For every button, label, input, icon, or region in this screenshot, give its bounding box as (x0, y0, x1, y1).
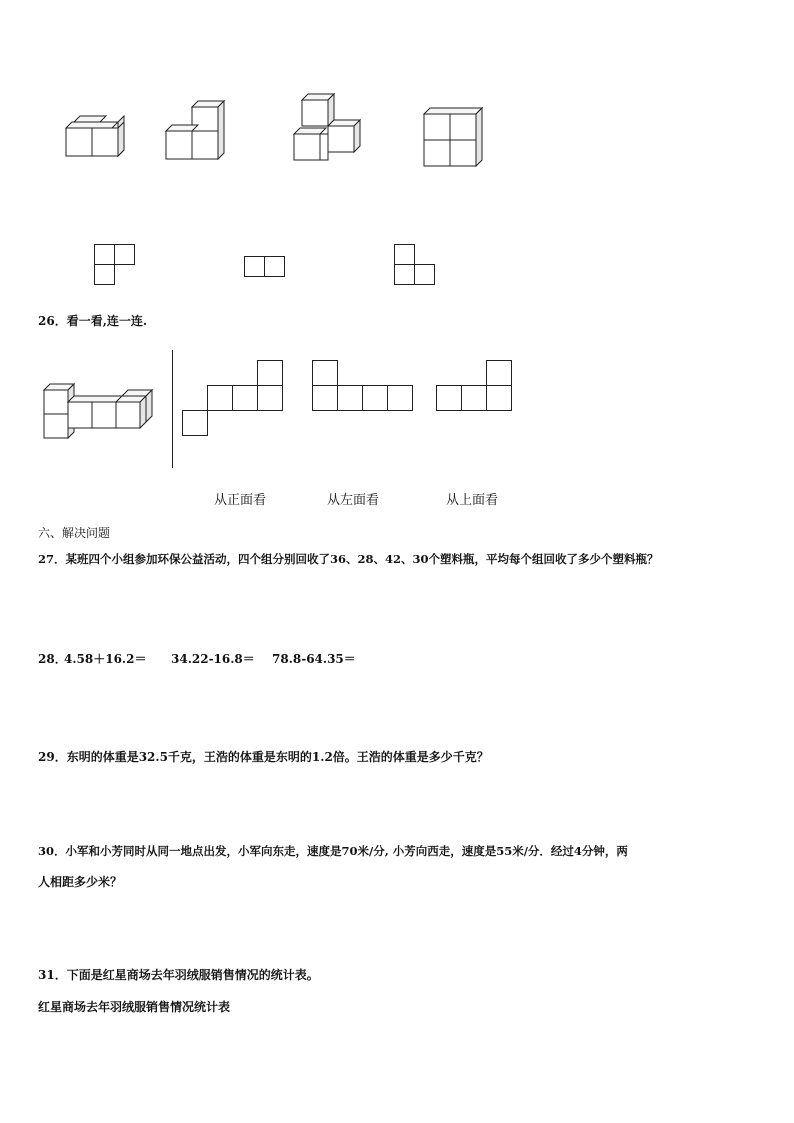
cube-figure-4 (418, 102, 488, 172)
question-28-expr-2: 34.22-16.8＝ (171, 652, 255, 666)
cube-figure-2 (160, 95, 230, 165)
q26-view-option-2 (312, 360, 414, 413)
question-29: 29．东明的体重是32.5千克，王浩的体重是东明的1.2倍。王浩的体重是多少千克？ (38, 750, 489, 764)
q26-view-option-1 (182, 360, 284, 438)
view-label-top: 从上面看 (446, 493, 499, 508)
question-28-expr-1: 4.58＋16.2＝ (64, 652, 147, 666)
view-shape-3 (394, 244, 436, 288)
view-label-front: 从正面看 (214, 493, 267, 508)
question-31: 31．下面是红星商场去年羽绒服销售情况的统计表。 (38, 968, 319, 982)
section-6-title: 六、解决问题 (38, 526, 111, 540)
question-31-table-title: 红星商场去年羽绒服销售情况统计表 (38, 1000, 231, 1014)
view-shape-2 (244, 256, 286, 278)
cube-figure-3 (288, 92, 368, 167)
question-30-line-2: 人相距多少米？ (38, 875, 123, 889)
question-28-label: 28． (38, 652, 67, 666)
view-label-left: 从左面看 (327, 493, 380, 508)
view-shape-1 (94, 244, 136, 288)
question-27: 27．某班四个小组参加环保公益活动，四个组分别回收了36、28、42、30个塑料瓶，平均每个组回收了多少个塑料瓶？ (38, 552, 659, 566)
question-26-label: 26．看一看,连一连. (38, 314, 148, 328)
question-28-expr-3: 78.8-64.35＝ (272, 652, 356, 666)
q26-view-option-3 (436, 360, 514, 413)
cube-figure-1 (60, 110, 130, 160)
question-30-line-1: 30．小军和小芳同时从同一地点出发，小军向东走，速度是70米/分, 小芳向西走，速度是55米/分．经过4分钟，两 (38, 844, 628, 858)
q26-cube-figure (38, 382, 158, 442)
vertical-divider (172, 350, 173, 468)
